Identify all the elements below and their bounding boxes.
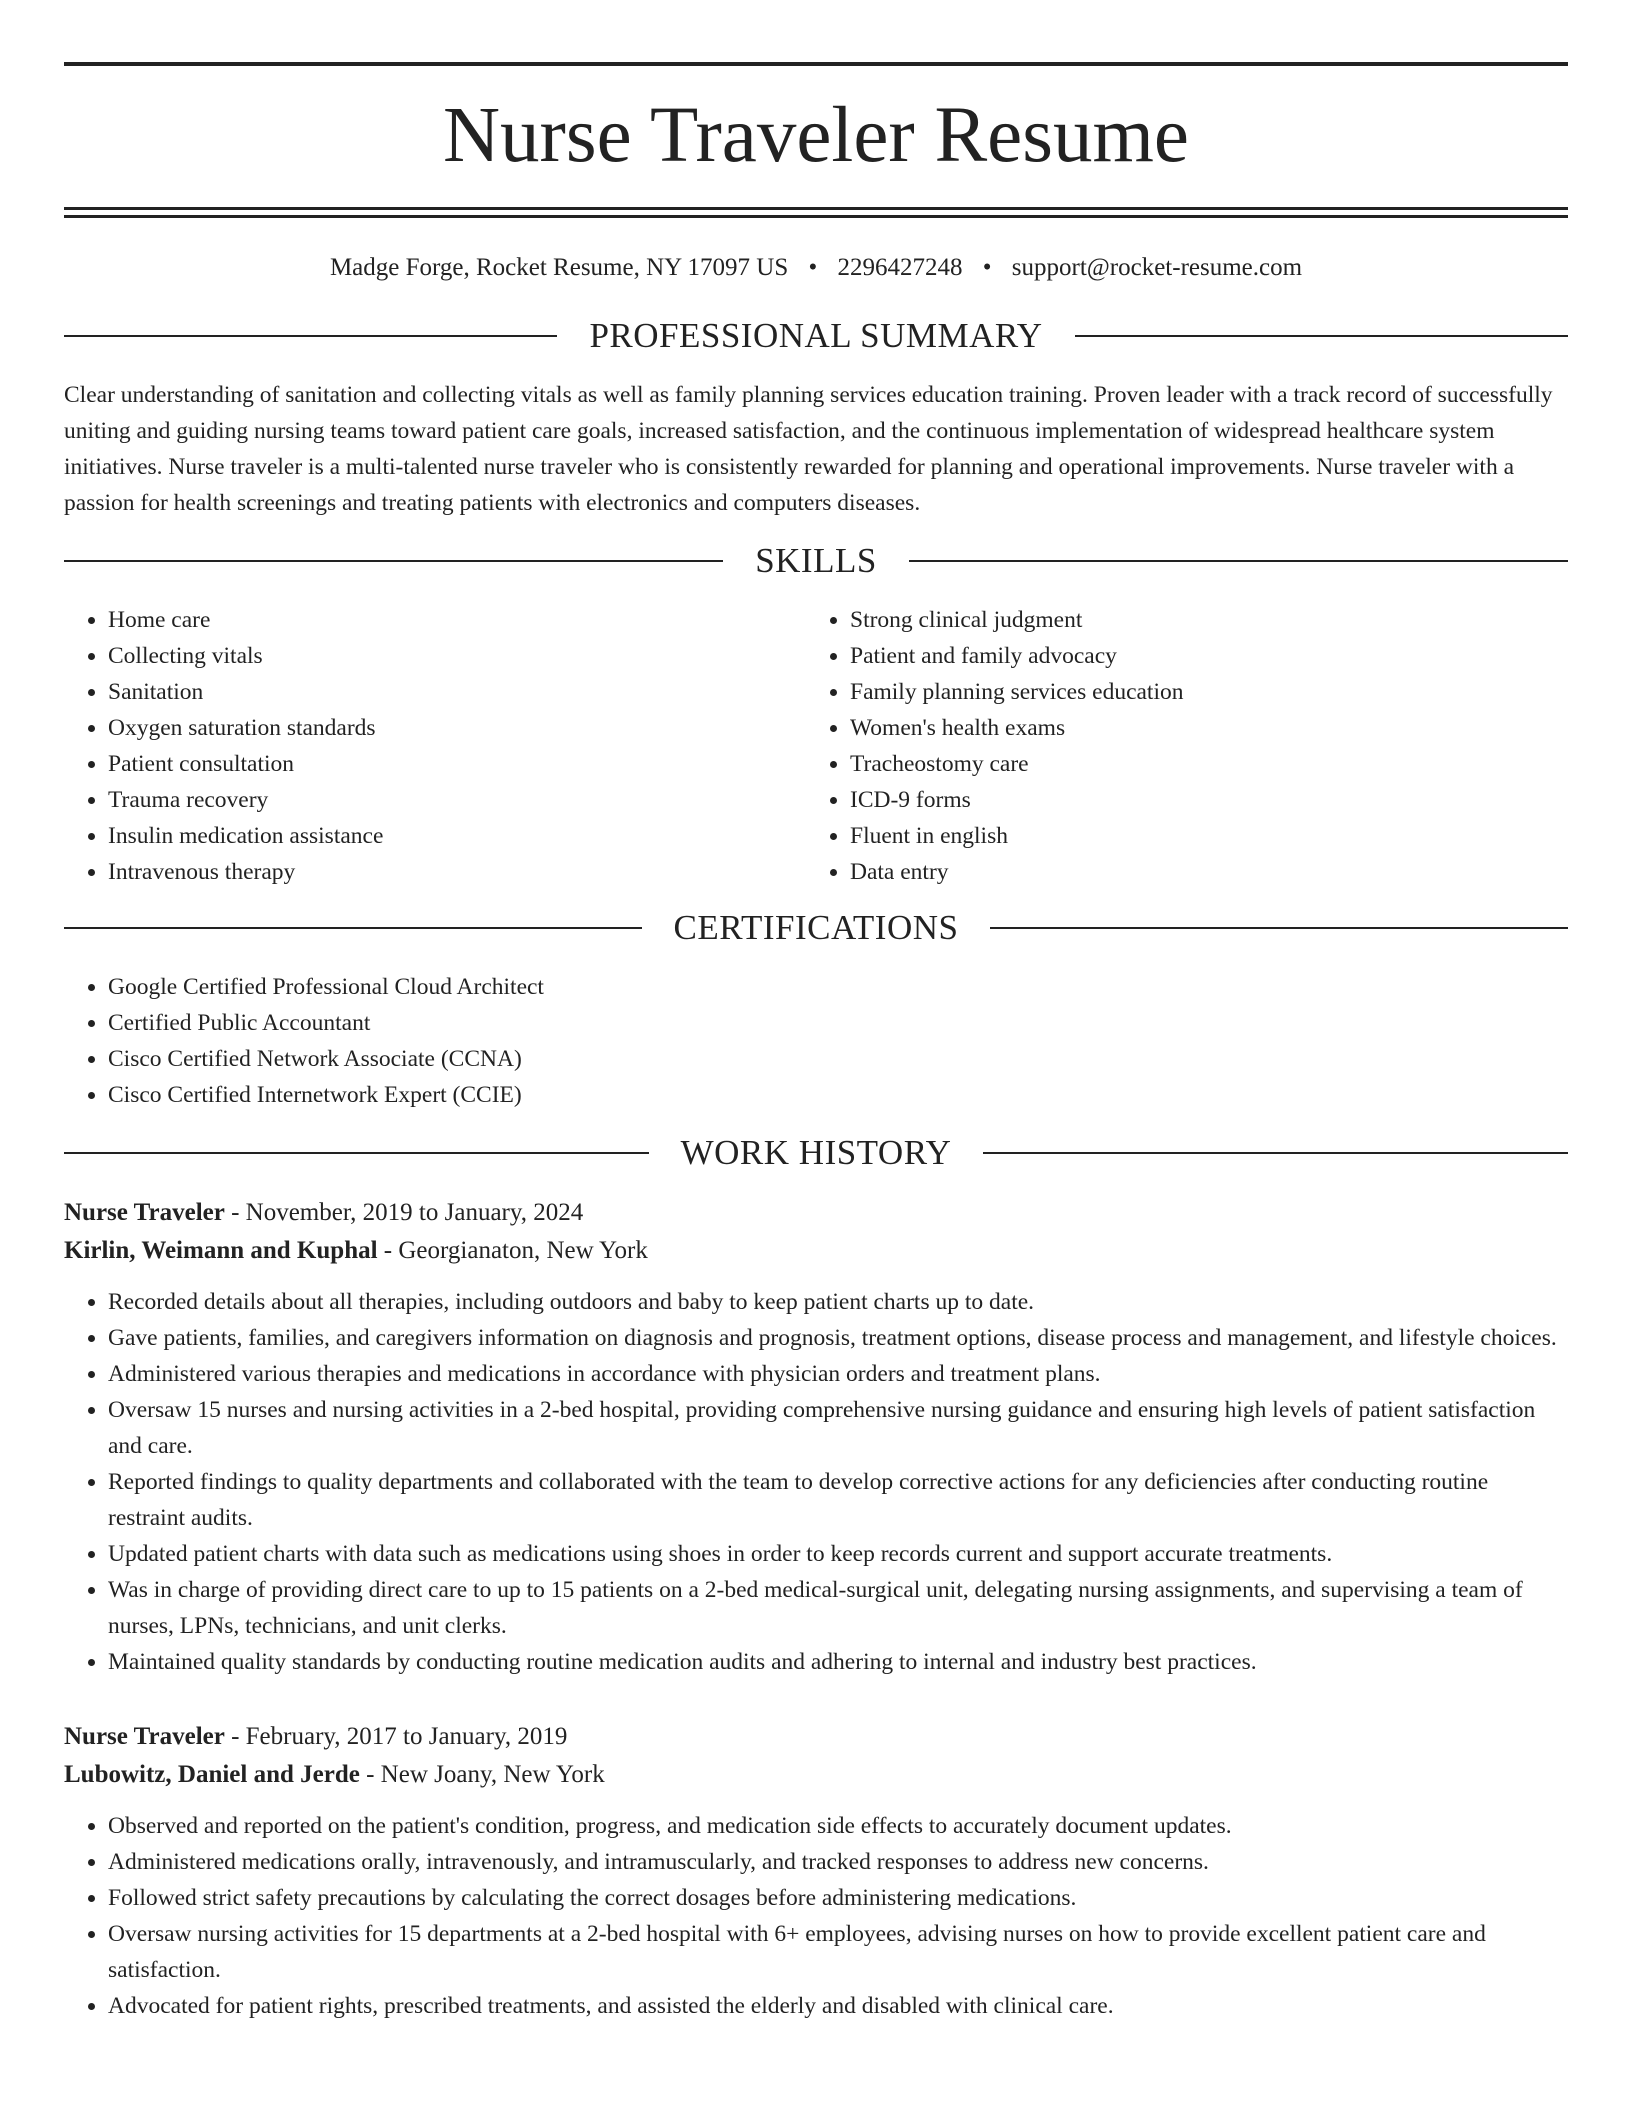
job-entry [64,1718,1568,2024]
job-title-line [64,1718,1568,1756]
job-bullet: • Recorded details about all therapies, including outdoors and baby to keep patient charts up to date. [108,1284,1568,1320]
job-bullet: • Was in charge of providing direct care to up to 15 patients on a 2-bed medical-surgical unit, delegating nursing assignments, and supervising a team of nurses, LPNs, technicians, and unit clerks. [108,1572,1568,1644]
job-bullet: • Followed strict safety precautions by calculating the correct dosages before administering medications. [108,1880,1568,1916]
heading-rule [64,560,723,562]
job-bullets [64,1808,1568,2024]
contact-phone: 2296427248 [837,254,963,281]
heading-rule [64,1152,649,1154]
job-bullet: • Advocated for patient rights, prescribed treatments, and assisted the elderly and disabled with clinical care. [108,1988,1568,2024]
contact-line [64,254,1568,282]
section-title: WORK HISTORY [680,1133,952,1172]
skill-item: • Trauma recovery [108,782,806,818]
job-location: - Georgianaton, New York [377,1237,648,1264]
skills-column-left [64,602,806,890]
contact-address: Madge Forge, Rocket Resume, NY 17097 US [329,254,789,281]
skills-column-right [806,602,1548,890]
skill-item: • Home care [108,602,806,638]
certification-item: • Cisco Certified Internetwork Expert (CCIE) [108,1077,1568,1113]
section-heading-work-history [64,1135,1568,1170]
heading-rule [990,927,1568,929]
skill-item: • Fluent in english [850,818,1548,854]
job-bullet: • Observed and reported on the patient's condition, progress, and medication side effects to accurately document updates. [108,1808,1568,1844]
contact-separator: • [982,254,992,281]
skill-item: • Family planning services education [850,674,1548,710]
job-bullet: • Administered various therapies and medications in accordance with physician orders and treatment plans. [108,1356,1568,1392]
skill-item: • Insulin medication assistance [108,818,806,854]
job-location: - New Joany, New York [359,1761,605,1788]
section-heading-skills [64,543,1568,578]
summary-text: Clear understanding of sanitation and collecting vitals as well as family planning services education training. Proven leader with a track record of successfully uniting and guiding nursing teams toward patient care goals, increased satisfaction, and the continuous implementation of widespread healthcare system initiatives. Nurse traveler is a multi-talented nurse traveler who is consistently rewarded for planning and operational improvements. Nurse traveler with a passion for health screenings and treating patients with electronics and computers diseases. [64,382,1553,516]
skill-item: • Patient and family advocacy [850,638,1548,674]
skill-item: • Intravenous therapy [108,854,806,890]
section-heading-summary [64,318,1568,353]
resume-page [64,0,1568,2024]
contact-separator: • [808,254,818,281]
job-bullet: • Updated patient charts with data such as medications using shoes in order to keep records current and support accurate treatments. [108,1536,1568,1572]
skills-list [64,602,1568,890]
skill-item: • Sanitation [108,674,806,710]
job-entry [64,1194,1568,1680]
job-bullet: • Gave patients, families, and caregivers information on diagnosis and prognosis, treatment options, disease process and management, and lifestyle choices. [108,1320,1568,1356]
certifications-list [64,969,1568,1113]
section-title: CERTIFICATIONS [673,908,959,947]
job-bullet: • Reported findings to quality departments and collaborated with the team to develop corrective actions for any deficiencies after conducting routine restraint audits. [108,1464,1568,1536]
heading-rule [909,560,1568,562]
top-rule [64,62,1568,66]
skill-item: • Oxygen saturation standards [108,710,806,746]
job-bullets [64,1284,1568,1680]
heading-rule [64,927,642,929]
job-title: Nurse Traveler [64,1199,225,1226]
job-company: Kirlin, Weimann and Kuphal [64,1237,378,1264]
job-dates: - February, 2017 to January, 2019 [224,1723,568,1750]
job-company-line [64,1232,1568,1270]
job-bullet: • Maintained quality standards by conducting routine medication audits and adhering to internal and industry best practices. [108,1644,1568,1680]
skill-item: • ICD-9 forms [850,782,1548,818]
job-dates: - November, 2019 to January, 2024 [224,1199,584,1226]
section-title: PROFESSIONAL SUMMARY [589,316,1043,355]
certification-item: • Certified Public Accountant [108,1005,1568,1041]
heading-rule [1075,335,1568,337]
job-company: Lubowitz, Daniel and Jerde [64,1761,360,1788]
certification-item: • Google Certified Professional Cloud Architect [108,969,1568,1005]
job-bullet: • Administered medications orally, intravenously, and intramuscularly, and tracked responses to address new concerns. [108,1844,1568,1880]
job-bullet: • Oversaw 15 nurses and nursing activities in a 2-bed hospital, providing comprehensive nursing guidance and ensuring high levels of patient satisfaction and care. [108,1392,1568,1464]
skill-item: • Strong clinical judgment [850,602,1548,638]
skill-item: • Patient consultation [108,746,806,782]
skill-item: • Women's health exams [850,710,1548,746]
section-heading-certifications [64,910,1568,945]
skill-item: • Data entry [850,854,1548,890]
certification-item: • Cisco Certified Network Associate (CCNA) [108,1041,1568,1077]
heading-rule [983,1152,1568,1154]
skill-item: • Collecting vitals [108,638,806,674]
contact-email: support@rocket-resume.com [1011,254,1303,281]
job-company-line [64,1756,1568,1794]
job-bullet: • Oversaw nursing activities for 15 departments at a 2-bed hospital with 6+ employees, advising nurses on how to provide excellent patient care and satisfaction. [108,1916,1568,1988]
heading-rule [64,335,557,337]
skill-item: • Tracheostomy care [850,746,1548,782]
resume-title: Nurse Traveler Resume [443,92,1189,179]
section-title: SKILLS [755,541,877,580]
job-title-line [64,1194,1568,1232]
title-double-rule [64,207,1568,218]
job-title: Nurse Traveler [64,1723,225,1750]
